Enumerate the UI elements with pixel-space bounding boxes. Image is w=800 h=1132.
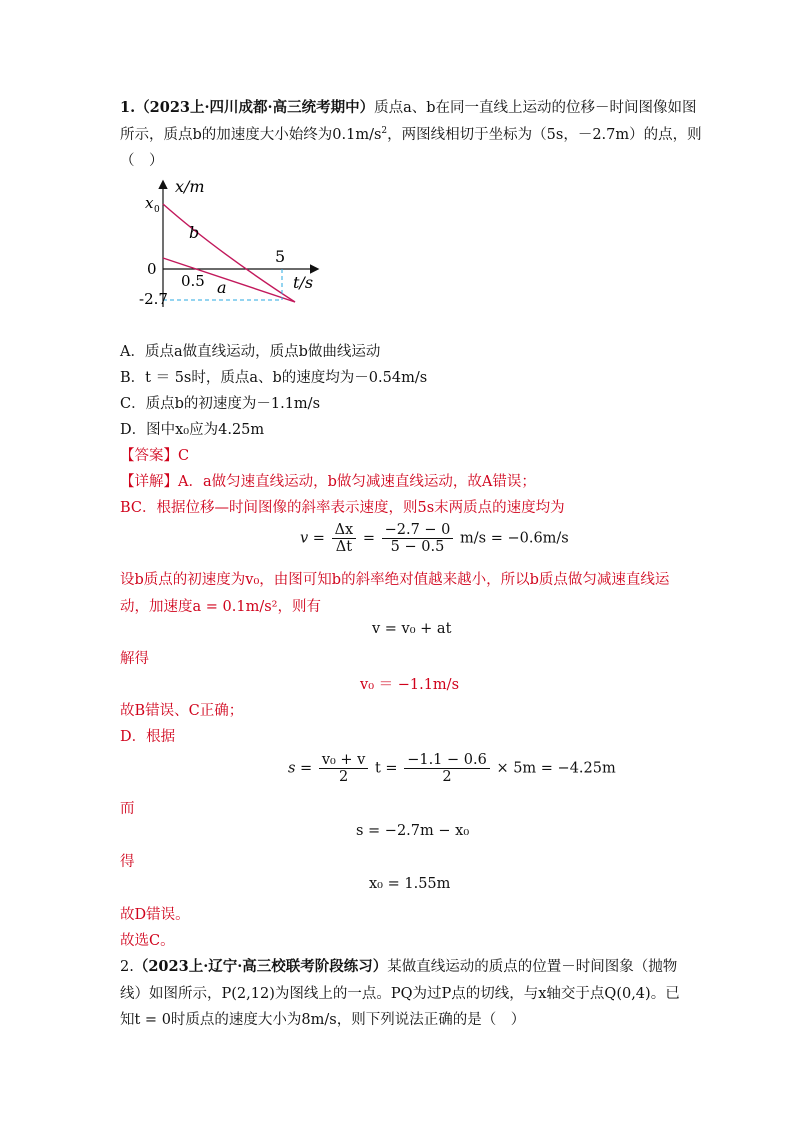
eq1-f1-num: Δx — [332, 522, 357, 539]
label-b: b — [189, 223, 200, 242]
label-a: a — [217, 278, 227, 297]
eq4-frac-2 — [404, 752, 490, 785]
detail-1: 【详解】A．a做匀速直线运动，b做匀减速直线运动，故A错误； — [120, 474, 536, 490]
detail-4: 动，加速度a = 0.1m/s²，则有 — [120, 599, 321, 615]
detail-3: 设b质点的初速度为v₀，由图可知b的斜率绝对值越来越小，所以b质点做匀减速直线运 — [120, 572, 670, 588]
eq1-frac-1 — [332, 522, 357, 555]
eq4-lhs: s = — [288, 760, 313, 777]
eq4-rhs: × 5m = −4.25m — [496, 760, 616, 777]
eq4-frac-1 — [319, 752, 369, 785]
q2-stem-text-1: 某做直线运动的质点的位置－时间图象（抛物 — [387, 959, 678, 975]
q1-stem-line-2 — [120, 123, 702, 144]
detail-6: D．根据 — [120, 729, 176, 745]
equation-4 — [288, 752, 616, 785]
q2-number: 2. — [120, 959, 134, 975]
equation-6: x₀ = 1.55m — [369, 876, 451, 892]
q1-stem-line-1 — [120, 96, 697, 117]
q1-stem-text-2c: ，两图线相切于坐标为（5s，－2.7m）的点，则 — [387, 127, 702, 143]
solve-label: 解得 — [120, 651, 149, 667]
label-axis-y: x/m — [175, 177, 205, 196]
label-neg-2.7: -2.7 — [139, 290, 168, 308]
eq1-f2-num: −2.7 − 0 — [382, 522, 454, 539]
equation-1 — [300, 522, 569, 555]
q1-stem-line-3: （ ） — [120, 153, 164, 169]
eq4-f2-den: 2 — [442, 769, 452, 785]
detail-2: BC．根据位移—时间图像的斜率表示速度，则5s末两质点的速度均为 — [120, 500, 565, 516]
q2-source: （2023上·辽宁·高三校联考阶段练习） — [133, 958, 388, 975]
q1-stem-text-2a: 所示，质点b的加速度大小始终为0.1m/s — [120, 127, 382, 143]
label-5: 5 — [275, 247, 286, 266]
get-label: 得 — [120, 854, 135, 870]
option-b: B．t ＝ 5s时，质点a、b的速度均为－0.54m/s — [120, 370, 428, 386]
eq1-lhs: v = — [300, 530, 325, 547]
label-axis-t: t/s — [293, 273, 314, 292]
label-x0-sub: 0 — [154, 205, 160, 215]
eq1-frac-2 — [382, 522, 454, 555]
and-label: 而 — [120, 801, 135, 817]
eq1-f1-den: Δt — [335, 539, 353, 555]
eq4-mid: t = — [375, 760, 398, 777]
label-origin: 0 — [147, 260, 157, 278]
q2-stem-line-1 — [120, 955, 677, 976]
detail-7: 故D错误。 — [120, 907, 190, 923]
equation-2: v = v₀ + at — [372, 621, 452, 637]
label-x0: x — [145, 194, 154, 212]
eq4-f1-den: 2 — [338, 769, 349, 785]
equation-5: s = −2.7m − x₀ — [356, 823, 470, 839]
option-c: C．质点b的初速度为－1.1m/s — [120, 396, 321, 412]
eq1-equals: = — [362, 530, 375, 547]
eq4-f1-num: v₀ + v — [319, 752, 369, 769]
detail-5: 故B错误、C正确； — [120, 703, 244, 719]
option-a: A．质点a做直线运动，质点b做曲线运动 — [120, 344, 381, 360]
q2-stem-line-3: 知t = 0时质点的速度大小为8m/s，则下列说法正确的是（ ） — [120, 1012, 526, 1028]
q2-stem-line-2: 线）如图所示，P(2,12)为图线上的一点。PQ为过P点的切线，与x轴交于点Q(0,4)。已 — [120, 986, 680, 1002]
detail-8: 故选C。 — [120, 933, 175, 949]
q1-graph — [135, 172, 335, 312]
q1-stem-sup: 2 — [381, 126, 388, 137]
eq4-f2-num: −1.1 − 0.6 — [404, 752, 490, 769]
option-d: D．图中x₀应为4.25m — [120, 422, 265, 438]
eq1-f2-den: 5 − 0.5 — [390, 539, 445, 555]
answer: 【答案】C — [120, 448, 190, 464]
equation-3: v₀ ＝ −1.1m/s — [360, 677, 460, 693]
label-0.5: 0.5 — [181, 272, 205, 290]
q1-source: （2023上·四川成都·高三统考期中） — [135, 99, 375, 116]
q1-stem-text-1: 质点a、b在同一直线上运动的位移－时间图像如图 — [374, 100, 697, 116]
q1-number: 1. — [120, 99, 136, 116]
eq1-rhs: m/s = −0.6m/s — [460, 530, 569, 547]
